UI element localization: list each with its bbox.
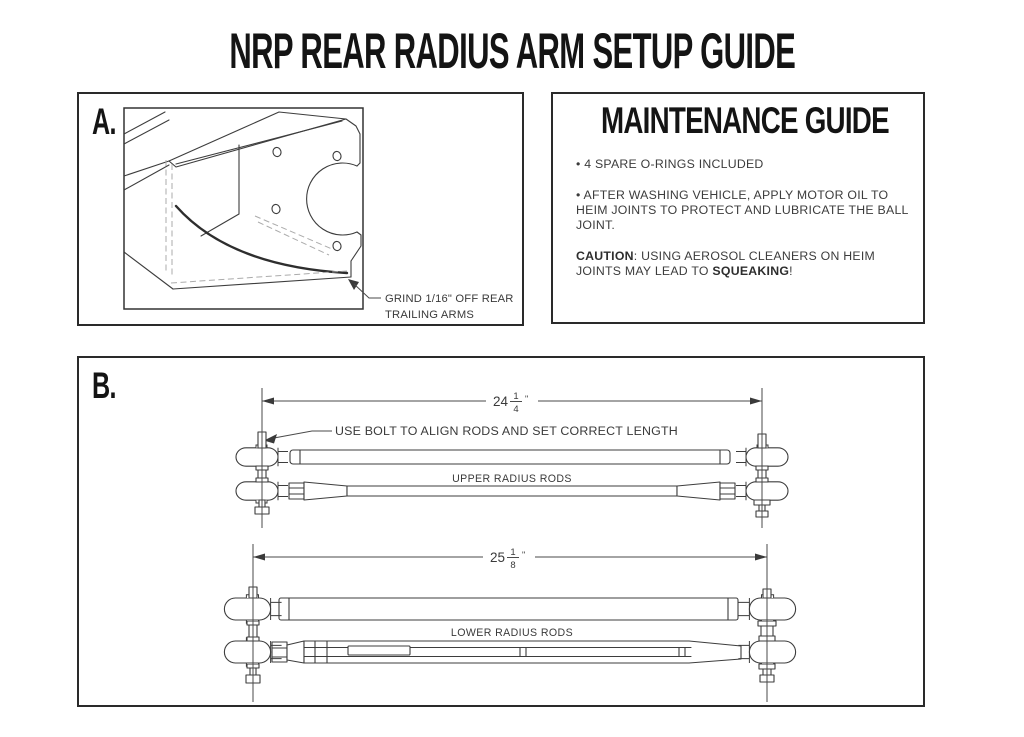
lower-rods-label: LOWER RADIUS RODS xyxy=(450,627,574,639)
radius-rods-drawing xyxy=(79,358,923,705)
maintenance-bullet-1: • 4 SPARE O-RINGS INCLUDED xyxy=(576,157,764,171)
bracket-illustration xyxy=(124,112,361,289)
grind-callout xyxy=(348,279,514,321)
page-title-text: NRP REAR RADIUS ARM SETUP GUIDE xyxy=(229,23,795,79)
maintenance-caution: CAUTION: USING AEROSOL CLEANERS ON HEIM JOINTS MAY LEAD TO SQUEAKING! xyxy=(576,249,876,278)
maintenance-bullet-2 xyxy=(576,188,909,233)
trailing-arm-drawing xyxy=(79,94,522,324)
upper-dimension xyxy=(262,391,762,415)
upper-plain-rod xyxy=(236,445,788,469)
squeaking-word: SQUEAKING xyxy=(712,264,790,278)
maintenance-title: MAINTENANCE GUIDE xyxy=(600,100,889,141)
page-title xyxy=(0,23,1024,79)
grind-callout-line2: TRAILING ARMS xyxy=(385,309,475,321)
upper-dim-denominator: 4 xyxy=(513,404,519,415)
bullet2-line3: JOINT. xyxy=(576,218,616,232)
upper-dim-whole: 24 xyxy=(492,394,508,409)
lower-boxed-arm xyxy=(224,638,795,667)
lower-dim-numerator: 1 xyxy=(510,547,516,558)
upper-rods-label: UPPER RADIUS RODS xyxy=(452,473,572,485)
panel-a-trailing-arm xyxy=(77,92,524,326)
upper-dim-numerator: 1 xyxy=(513,391,519,402)
lower-dim-unit: " xyxy=(522,550,526,560)
lower-plain-rod xyxy=(224,595,795,624)
bullet2-line1: • AFTER WASHING VEHICLE, APPLY MOTOR OIL TO xyxy=(576,188,889,202)
bullet2-line2: HEIM JOINTS TO PROTECT AND LUBRICATE THE BALL xyxy=(576,203,909,217)
panel-b-radius-rods xyxy=(77,356,925,707)
lower-dim-whole: 25 xyxy=(489,550,505,565)
panel-a-label: A. xyxy=(92,101,116,142)
bolt-note-callout xyxy=(264,424,678,444)
grind-callout-line1: GRIND 1/16" OFF REAR xyxy=(385,293,514,305)
caution-word: CAUTION xyxy=(576,249,634,263)
lower-dimension xyxy=(253,547,767,571)
maintenance-panel xyxy=(551,92,925,324)
lower-dim-denominator: 8 xyxy=(510,560,516,571)
bolt-note-text: USE BOLT TO ALIGN RODS AND SET CORRECT LENGTH xyxy=(335,424,678,438)
callout-arrow xyxy=(348,279,359,290)
upper-dim-unit: " xyxy=(525,394,529,404)
panel-b-label: B. xyxy=(92,365,116,406)
